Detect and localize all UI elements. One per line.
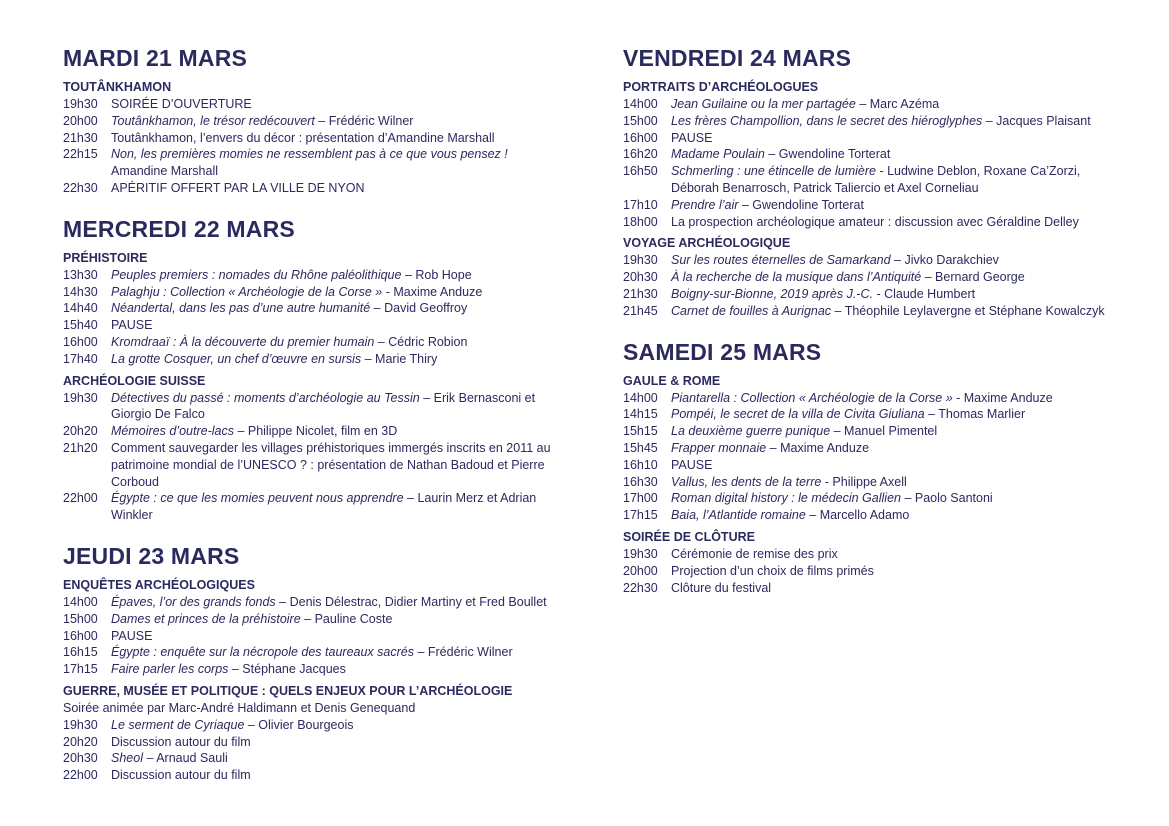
session-description — [671, 440, 1113, 457]
day-block — [623, 336, 1113, 597]
session-details: – Laurin Merz et Adrian Winkler — [111, 491, 537, 523]
session-time: 15h00 — [623, 113, 658, 128]
session-details: - Ludwine Deblon, Roxane Ca’Zorzi, Déborah Benarrosch, Patrick Taliercio et Axel Corneliau — [671, 164, 1081, 195]
session-description — [671, 303, 1113, 320]
schedule-row — [623, 423, 1113, 440]
film-title: À la recherche de la musique dans l’Antiquité — [671, 270, 922, 285]
session-time: 22h15 — [63, 147, 98, 162]
session-description — [111, 611, 553, 628]
session-details: – Frédéric Wilner — [413, 645, 513, 660]
session-time: 19h30 — [623, 546, 658, 561]
section-title: PRÉHISTOIRE — [63, 250, 148, 265]
schedule-row — [63, 390, 553, 424]
session-description — [671, 507, 1113, 524]
session-details: Clôture du festival — [671, 580, 772, 595]
session-description — [111, 734, 553, 751]
session-details: – Gwendoline Torterat — [764, 147, 891, 162]
session-details: – Erik Bernasconi et Giorgio De Falco — [111, 390, 536, 422]
schedule-row — [623, 474, 1113, 491]
section-title: SOIRÉE DE CLÔTURE — [623, 529, 755, 544]
schedule-row — [623, 580, 1113, 597]
session-details: – Rob Hope — [401, 267, 472, 282]
session-time: 22h30 — [623, 580, 658, 595]
day-block — [63, 213, 553, 524]
schedule-row — [63, 611, 553, 628]
schedule-row — [623, 197, 1113, 214]
session-time: 20h00 — [623, 563, 658, 578]
session-description — [111, 130, 553, 147]
session-time: 14h00 — [623, 97, 658, 111]
schedule-row — [63, 750, 553, 767]
session-time: 15h00 — [63, 611, 98, 626]
schedule-row — [63, 767, 553, 784]
session-description — [671, 490, 1113, 507]
session-time: 20h20 — [63, 734, 98, 749]
schedule-row — [63, 644, 553, 661]
section-title: GAULE & ROME — [623, 373, 721, 388]
session-details: – Marie Thiry — [361, 351, 438, 366]
session-description — [671, 269, 1113, 286]
film-title: Baia, l’Atlantide romaine — [671, 508, 806, 523]
day-block — [63, 540, 553, 784]
session-time: 14h00 — [63, 594, 98, 609]
session-details: – Bernard George — [921, 270, 1025, 285]
session-details: Discussion autour du film — [111, 768, 251, 783]
session-description — [111, 628, 553, 645]
schedule-row — [623, 546, 1113, 563]
session-details: PAUSE — [111, 628, 153, 643]
schedule-row — [63, 113, 553, 130]
session-time: 19h30 — [63, 390, 98, 405]
schedule-row — [623, 303, 1113, 320]
film-title: Vallus, les dents de la terre — [671, 474, 822, 489]
session-time: 22h00 — [63, 768, 98, 783]
session-description — [111, 390, 553, 424]
schedule-row — [623, 440, 1113, 457]
session-description — [111, 440, 553, 490]
film-title: Madame Poulain — [671, 147, 765, 162]
film-title: Pompéi, le secret de la villa de Civita Giuliana — [671, 407, 925, 422]
schedule-row — [63, 423, 553, 440]
schedule-row — [63, 351, 553, 368]
schedule-row — [623, 252, 1113, 269]
session-description — [671, 197, 1113, 214]
session-time: 17h15 — [623, 508, 658, 523]
schedule-row — [623, 390, 1113, 407]
session-details: – Théophile Leylavergne et Stéphane Kowalczyk — [831, 303, 1105, 318]
session-description — [671, 423, 1113, 440]
session-description — [111, 317, 553, 334]
session-details: – Thomas Marlier — [924, 407, 1026, 422]
session-description — [671, 113, 1113, 130]
film-title: Sur les routes éternelles de Samarkand — [671, 253, 891, 268]
session-description — [111, 423, 553, 440]
schedule-row — [63, 490, 553, 524]
film-title: Sheol — [111, 751, 143, 766]
session-time: 22h00 — [63, 491, 98, 506]
session-time: 17h00 — [623, 491, 658, 506]
session-time: 20h30 — [63, 751, 98, 766]
session-time: 15h45 — [623, 440, 658, 455]
session-time: 22h30 — [63, 180, 98, 195]
session-details: – Arnaud Sauli — [142, 751, 228, 766]
day-block — [623, 42, 1113, 320]
session-time: 16h00 — [623, 130, 658, 145]
session-description — [671, 390, 1113, 407]
schedule-row — [623, 563, 1113, 580]
schedule-row — [623, 457, 1113, 474]
film-title: Épaves, l’or des grands fonds — [111, 594, 276, 609]
session-description — [111, 146, 553, 180]
schedule-row — [623, 214, 1113, 231]
session-description — [111, 96, 553, 113]
program-section — [623, 235, 1113, 319]
program-section — [63, 79, 553, 197]
session-time: 21h30 — [623, 286, 658, 301]
session-details: – Manuel Pimentel — [830, 424, 938, 439]
schedule-row — [63, 130, 553, 147]
session-details: – Frédéric Wilner — [314, 113, 414, 128]
left-column — [63, 42, 553, 800]
session-time: 20h20 — [63, 424, 98, 439]
schedule-row — [63, 317, 553, 334]
schedule-row — [623, 146, 1113, 163]
section-title: PORTRAITS D’ARCHÉOLOGUES — [623, 80, 819, 94]
session-description — [671, 96, 1113, 113]
session-details: Amandine Marshall — [111, 164, 218, 179]
program-section — [63, 250, 553, 368]
schedule-row — [63, 284, 553, 301]
schedule-row — [63, 267, 553, 284]
schedule-row — [63, 440, 553, 490]
session-time: 21h20 — [63, 440, 98, 455]
schedule-row — [623, 507, 1113, 524]
session-details: La prospection archéologique amateur : discussion avec Géraldine Delley — [671, 214, 1079, 229]
film-title: Détectives du passé : moments d’archéologie au Tessin — [111, 390, 420, 405]
film-title: Kromdraaï : À la découverte du premier humain — [111, 334, 375, 349]
session-details: – Marcello Adamo — [805, 508, 910, 523]
session-details: PAUSE — [671, 130, 713, 145]
schedule-row — [63, 180, 553, 197]
schedule-row — [63, 96, 553, 113]
schedule-row — [623, 96, 1113, 113]
session-time: 16h30 — [623, 474, 658, 489]
day-title: SAMEDI 25 MARS — [623, 338, 822, 365]
day-title: JEUDI 23 MARS — [63, 542, 240, 569]
session-details: Discussion autour du film — [111, 734, 251, 749]
section-title: VOYAGE ARCHÉOLOGIQUE — [623, 236, 791, 251]
session-time: 13h30 — [63, 267, 98, 282]
film-title: Non, les premières momies ne ressemblent pas à ce que vous pensez ! — [111, 147, 508, 162]
session-details: – Cédric Robion — [374, 334, 468, 349]
session-details: – Philippe Nicolet, film en 3D — [233, 424, 398, 439]
session-details: – Jivko Darakchiev — [890, 253, 999, 268]
session-description — [111, 490, 553, 524]
session-time: 21h30 — [63, 130, 98, 145]
session-description — [671, 474, 1113, 491]
program-section — [623, 529, 1113, 596]
film-title: Le serment de Cyriaque — [111, 717, 245, 732]
session-description — [671, 546, 1113, 563]
program-section — [63, 373, 553, 524]
session-description — [111, 284, 553, 301]
schedule-row — [63, 594, 553, 611]
session-time: 16h50 — [623, 164, 658, 179]
program-section — [623, 373, 1113, 524]
film-title: Égypte : enquête sur la nécropole des taureaux sacrés — [111, 645, 414, 660]
session-time: 16h00 — [63, 628, 98, 643]
session-description — [111, 334, 553, 351]
session-details: – Denis Délestrac, Didier Martiny et Fred Boullet — [275, 594, 547, 609]
session-time: 17h10 — [623, 197, 658, 212]
session-time: 21h45 — [623, 303, 658, 318]
schedule-row — [623, 163, 1113, 197]
film-title: La deuxième guerre punique — [671, 424, 831, 439]
film-title: Néandertal, dans les pas d’une autre humanité — [111, 301, 371, 316]
schedule-row — [63, 628, 553, 645]
session-details: – Maxime Anduze — [766, 440, 870, 455]
session-time: 16h15 — [63, 645, 98, 660]
film-title: Roman digital history : le médecin Gallien — [671, 491, 901, 506]
schedule-row — [63, 300, 553, 317]
session-description — [671, 580, 1113, 597]
day-title: MERCREDI 22 MARS — [63, 215, 295, 242]
film-title: Les frères Champollion, dans le secret des hiéroglyphes — [671, 113, 983, 128]
session-description — [111, 750, 553, 767]
film-title: Frapper monnaie — [671, 440, 767, 455]
session-time: 17h15 — [63, 662, 98, 677]
session-description — [111, 594, 553, 611]
session-details: – Pauline Coste — [300, 611, 393, 626]
session-time: 19h30 — [63, 97, 98, 111]
session-details: – Stéphane Jacques — [228, 662, 346, 677]
session-description — [111, 767, 553, 784]
film-title: Mémoires d’outre-lacs — [111, 424, 234, 439]
session-description — [671, 252, 1113, 269]
film-title: Égypte : ce que les momies peuvent nous apprendre — [111, 491, 404, 506]
session-description — [671, 130, 1113, 147]
session-time: 16h20 — [623, 147, 658, 162]
session-description — [671, 286, 1113, 303]
session-description — [671, 163, 1113, 197]
schedule-row — [623, 406, 1113, 423]
film-title: Dames et princes de la préhistoire — [111, 611, 301, 626]
film-title: Faire parler les corps — [111, 662, 229, 677]
schedule-row — [623, 286, 1113, 303]
film-title: Jean Guilaine ou la mer partagée — [671, 97, 856, 111]
day-title: MARDI 21 MARS — [63, 45, 248, 71]
session-details: – Paolo Santoni — [900, 491, 993, 506]
session-time: 19h30 — [63, 717, 98, 732]
session-details: Comment sauvegarder les villages préhistoriques immergés inscrits en 2011 au patrimoine mondial de l’UNESCO ? : présentation de Nathan Badoud et Pierre Corboud — [111, 440, 551, 489]
program-section — [63, 683, 553, 784]
session-time: 16h00 — [63, 334, 98, 349]
session-details: APÉRITIF OFFERT PAR LA VILLE DE NYON — [111, 180, 365, 195]
right-column — [623, 42, 1113, 612]
film-title: Piantarella : Collection « Archéologie de la Corse » — [671, 390, 953, 405]
session-details: – Gwendoline Torterat — [738, 197, 864, 212]
session-time: 15h15 — [623, 424, 658, 439]
session-description — [671, 457, 1113, 474]
film-title: Carnet de fouilles à Aurignac — [671, 303, 832, 318]
session-details: Projection d’un choix de films primés — [671, 563, 874, 578]
film-title: Palaghju : Collection « Archéologie de la Corse » — [111, 284, 383, 299]
film-title: Boigny-sur-Bionne, 2019 après J.-C. — [671, 286, 873, 301]
section-title: ENQUÊTES ARCHÉOLOGIQUES — [63, 577, 255, 592]
schedule-row — [623, 490, 1113, 507]
schedule-row — [623, 130, 1113, 147]
session-description — [111, 300, 553, 317]
session-details: – David Geoffroy — [370, 301, 468, 316]
session-time: 14h40 — [63, 301, 98, 316]
session-description — [111, 351, 553, 368]
session-details: – Marc Azéma — [855, 97, 940, 111]
session-details: - Claude Humbert — [872, 286, 976, 301]
session-details: – Jacques Plaisant — [982, 113, 1091, 128]
film-title: Schmerling : une étincelle de lumière — [671, 164, 876, 179]
session-time: 14h30 — [63, 284, 98, 299]
session-description — [111, 661, 553, 678]
film-title: Peuples premiers : nomades du Rhône paléolithique — [111, 267, 402, 282]
schedule-row — [63, 717, 553, 734]
schedule-row — [63, 146, 553, 180]
film-title: Prendre l’air — [671, 197, 739, 212]
session-details: - Maxime Anduze — [382, 284, 483, 299]
section-title: ARCHÉOLOGIE SUISSE — [63, 373, 206, 388]
film-title: Toutânkhamon, le trésor redécouvert — [111, 113, 315, 128]
session-details: PAUSE — [111, 318, 153, 333]
session-description — [111, 113, 553, 130]
schedule-row — [623, 113, 1113, 130]
session-description — [671, 146, 1113, 163]
session-description — [111, 267, 553, 284]
day-title: VENDREDI 24 MARS — [623, 45, 852, 71]
day-block — [63, 42, 553, 197]
session-description — [111, 717, 553, 734]
film-title: La grotte Cosquer, un chef d’œuvre en sursis — [111, 351, 362, 366]
schedule-row — [63, 661, 553, 678]
section-title: GUERRE, MUSÉE ET POLITIQUE : QUELS ENJEUX POUR L’ARCHÉOLOGIE — [63, 683, 513, 698]
section-title: TOUTÂNKHAMON — [63, 80, 172, 94]
session-description — [671, 214, 1113, 231]
schedule-row — [63, 334, 553, 351]
section-note: Soirée animée par Marc-André Haldimann et Denis Genequand — [63, 700, 416, 715]
program-section — [623, 79, 1113, 230]
session-time: 18h00 — [623, 214, 658, 229]
session-details: SOIRÉE D’OUVERTURE — [111, 97, 252, 111]
session-description — [111, 644, 553, 661]
session-time: 16h10 — [623, 457, 658, 472]
session-details: PAUSE — [671, 457, 713, 472]
session-description — [671, 563, 1113, 580]
program-section — [63, 577, 553, 678]
session-time: 20h30 — [623, 270, 658, 285]
session-time: 19h30 — [623, 253, 658, 268]
session-details: - Maxime Anduze — [952, 390, 1053, 405]
session-description — [111, 180, 553, 197]
session-time: 14h00 — [623, 390, 658, 405]
session-details: Cérémonie de remise des prix — [671, 546, 838, 561]
session-time: 20h00 — [63, 113, 98, 128]
schedule-row — [623, 269, 1113, 286]
session-details: Toutânkhamon, l’envers du décor : présentation d’Amandine Marshall — [111, 130, 495, 145]
schedule-row — [63, 734, 553, 751]
session-details: – Olivier Bourgeois — [244, 717, 354, 732]
session-description — [671, 406, 1113, 423]
session-time: 17h40 — [63, 351, 98, 366]
session-time: 14h15 — [623, 407, 658, 422]
session-details: - Philippe Axell — [821, 474, 907, 489]
session-time: 15h40 — [63, 318, 98, 333]
